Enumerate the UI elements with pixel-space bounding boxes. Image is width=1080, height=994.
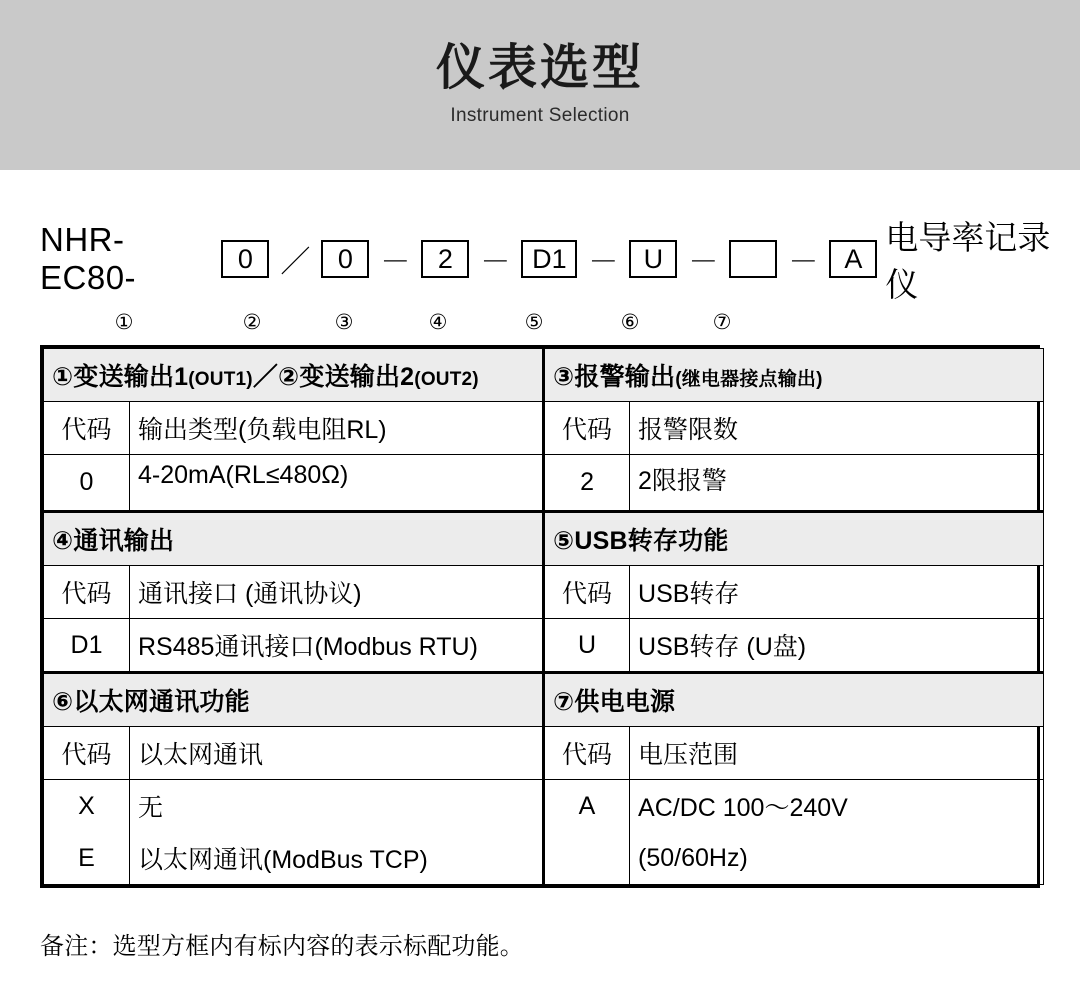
marker-2: ② <box>242 311 262 334</box>
marker-4: ④ <box>428 311 448 334</box>
marker-1: ① <box>114 311 134 334</box>
table-row <box>44 455 1044 512</box>
table-row <box>44 402 1044 455</box>
table-row <box>44 780 1044 833</box>
section-7-header: ⑦供电电源 <box>544 673 1044 727</box>
model-code-area <box>0 170 1080 335</box>
section-5-col-desc: USB转存 <box>630 566 1044 619</box>
section-1-2-title-small-1: (OUT1) <box>188 369 253 390</box>
section-1-2-col-code: 代码 <box>44 402 130 455</box>
table-row <box>44 832 1044 885</box>
table-row <box>44 512 1044 566</box>
section-1-2-title: ①变送输出1 <box>52 363 189 391</box>
section-4-row-0-desc: RS485通讯接口(Modbus RTU) <box>130 619 544 673</box>
section-3-header <box>544 349 1044 402</box>
section-6-row-1-desc: 以太网通讯(ModBus TCP) <box>130 832 544 885</box>
code-separator-5: － <box>688 246 719 279</box>
section-1-2-row-0-code: 0 <box>44 455 130 512</box>
code-box-1: 0 <box>221 240 269 278</box>
page-title: 仪表选型 <box>435 41 644 96</box>
section-3-row-0-code: 2 <box>544 455 630 512</box>
section-7-row-1-desc: (50/60Hz) <box>630 832 1044 885</box>
code-box-4: D1 <box>521 240 577 278</box>
section-1-2-row-0-desc: 4-20mA(RL≤480Ω) <box>130 455 544 512</box>
section-1-2-header <box>44 349 544 402</box>
section-4-row-0-code: D1 <box>44 619 130 673</box>
selection-table <box>40 345 1040 888</box>
model-suffix: 电导率记录仪 <box>885 219 1051 303</box>
table-row <box>44 673 1044 727</box>
section-1-2-col-desc: 输出类型(负载电阻RL) <box>130 402 544 455</box>
code-box-3: 2 <box>421 240 469 278</box>
section-7-row-0-code: A <box>544 780 630 833</box>
page-header-banner <box>0 0 1080 170</box>
marker-7: ⑦ <box>712 311 732 334</box>
code-box-7: A <box>829 240 877 278</box>
model-prefix: NHR-EC80- <box>40 221 137 296</box>
code-separator-1: ／ <box>280 246 311 279</box>
section-6-col-code: 代码 <box>44 727 130 780</box>
section-7-row-0-desc: AC/DC 100～240V <box>630 780 1044 833</box>
code-separator-2: － <box>380 246 411 279</box>
table-row <box>44 349 1044 402</box>
section-4-col-desc: 通讯接口 (通讯协议) <box>130 566 544 619</box>
section-5-row-0-code: U <box>544 619 630 673</box>
section-1-2-title-small-2: (OUT2) <box>414 369 479 390</box>
footnote: 备注：选型方框内有标内容的表示标配功能。 <box>40 933 524 960</box>
section-3-col-code: 代码 <box>544 402 630 455</box>
section-5-header: ⑤USB转存功能 <box>544 512 1044 566</box>
section-3-title-small: (继电器接点输出) <box>675 369 823 390</box>
section-1-2-title-mid: ／②变送输出2 <box>252 363 415 391</box>
section-7-col-desc: 电压范围 <box>630 727 1044 780</box>
marker-5: ⑤ <box>524 311 544 334</box>
table-row <box>44 727 1044 780</box>
section-6-row-1-code: E <box>44 832 130 885</box>
table-row <box>44 566 1044 619</box>
model-code-row <box>0 212 1080 306</box>
code-box-6 <box>729 240 777 278</box>
section-5-row-0-desc: USB转存 (U盘) <box>630 619 1044 673</box>
code-box-2: 0 <box>321 240 369 278</box>
code-separator-4: － <box>588 246 619 279</box>
table-row <box>44 619 1044 673</box>
model-marker-row <box>0 310 1080 335</box>
section-6-row-0-desc: 无 <box>130 780 544 833</box>
section-4-header: ④通讯输出 <box>44 512 544 566</box>
section-6-row-0-code: X <box>44 780 130 833</box>
marker-6: ⑥ <box>620 311 640 334</box>
section-3-row-0-desc: 2限报警 <box>630 455 1044 512</box>
section-7-col-code: 代码 <box>544 727 630 780</box>
marker-3: ③ <box>334 311 354 334</box>
code-separator-6: － <box>788 246 819 279</box>
section-5-col-code: 代码 <box>544 566 630 619</box>
section-3-title: ③报警输出 <box>553 363 676 391</box>
section-4-col-code: 代码 <box>44 566 130 619</box>
code-box-5: U <box>629 240 677 278</box>
code-separator-3: － <box>480 246 511 279</box>
section-6-col-desc: 以太网通讯 <box>130 727 544 780</box>
section-6-header: ⑥以太网通讯功能 <box>44 673 544 727</box>
page-subtitle: Instrument Selection <box>450 104 630 126</box>
section-7-row-1-code <box>544 832 630 885</box>
section-3-col-desc: 报警限数 <box>630 402 1044 455</box>
